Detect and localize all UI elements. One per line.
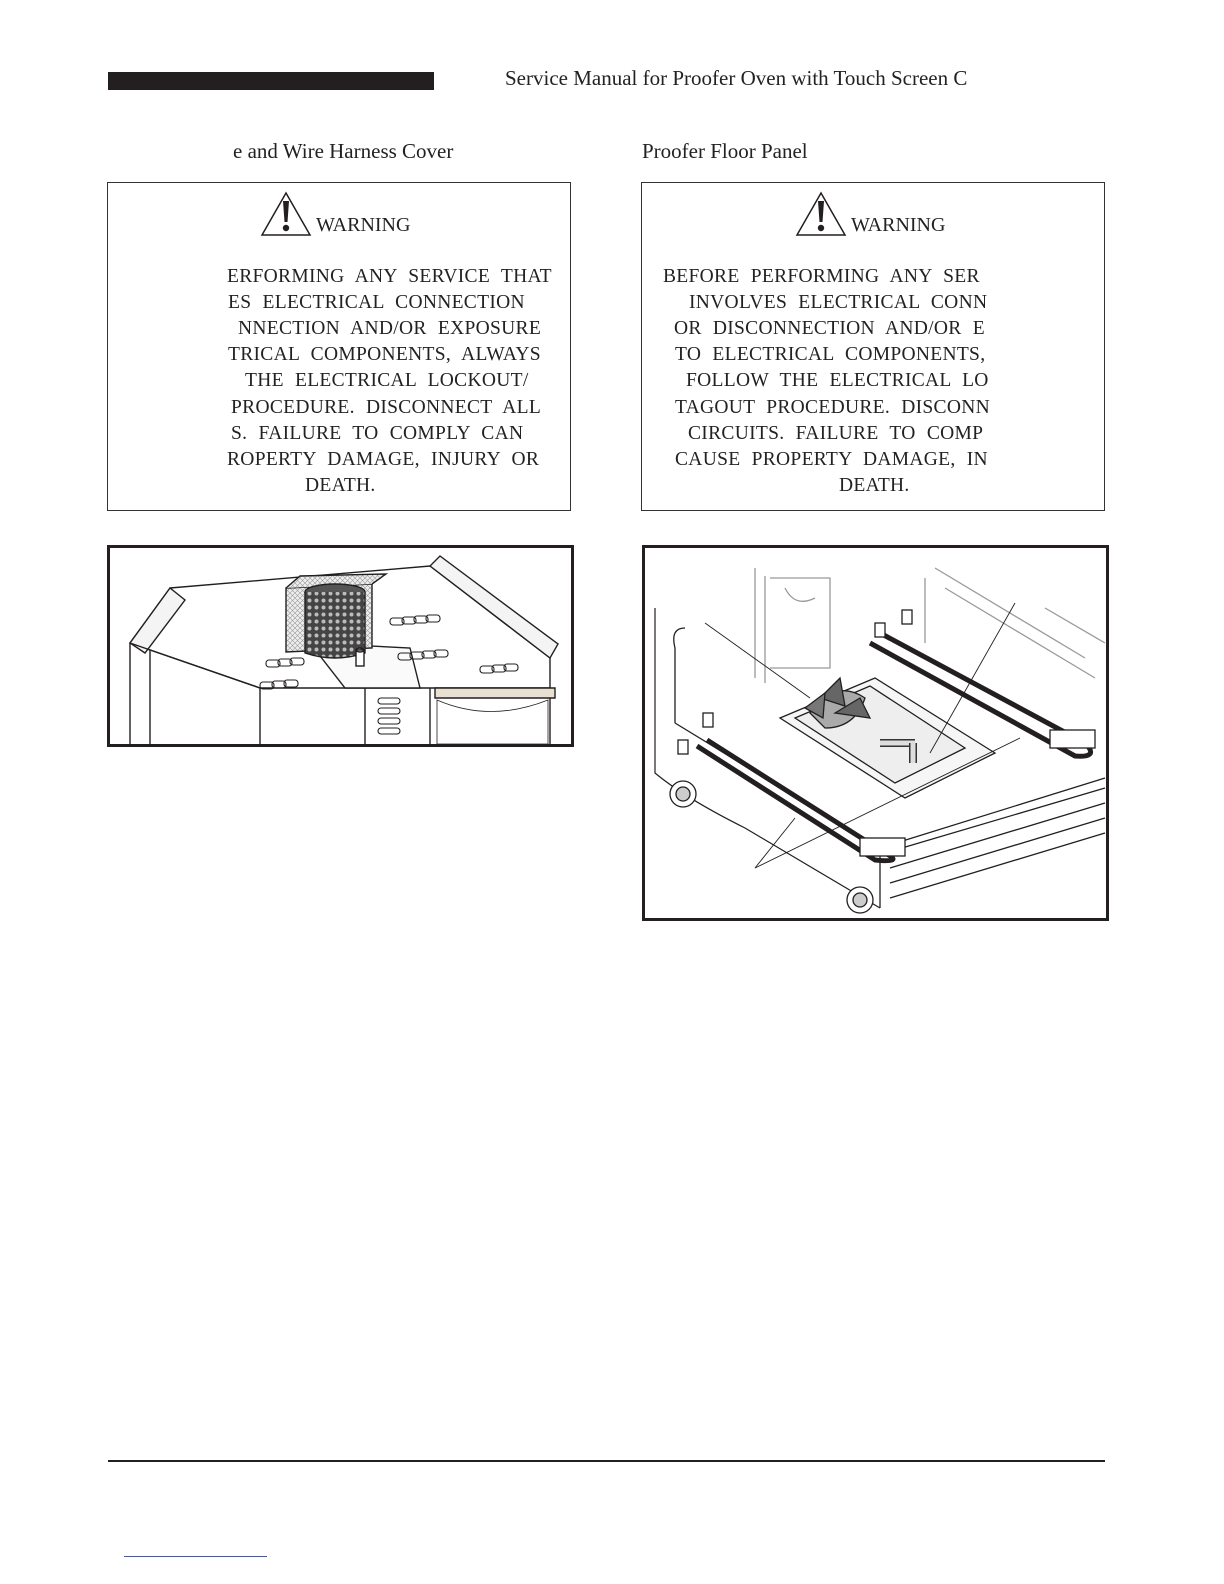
page-header-title: Service Manual for Proofer Oven with Touch Screen C (505, 66, 968, 90)
left-warning-line-5: THE ELECTRICAL LOCKOUT/ (245, 370, 529, 391)
right-warning-line-9: DEATH. (839, 475, 910, 496)
right-warning-line-7: CIRCUITS. FAILURE TO COMP (688, 423, 984, 444)
right-warning-line-2: INVOLVES ELECTRICAL CONN (689, 292, 988, 313)
footer-link-underline[interactable] (124, 1556, 267, 1557)
left-section-title: e and Wire Harness Cover (233, 139, 454, 163)
left-warning-line-3: NNECTION AND/OR EXPOSURE (238, 318, 542, 339)
right-warning-line-1: BEFORE PERFORMING ANY SER (663, 266, 980, 287)
left-warning-line-7: S. FAILURE TO COMPLY CAN (231, 423, 524, 444)
warning-icon (795, 191, 847, 237)
warning-icon (260, 191, 312, 237)
header-bar (108, 72, 434, 90)
right-warning-box (641, 182, 1105, 511)
proofer-top-wire-harness-illustration (110, 548, 571, 744)
left-figure (107, 545, 574, 747)
right-warning-line-6: TAGOUT PROCEDURE. DISCONN (675, 397, 990, 418)
right-warning-line-3: OR DISCONNECTION AND/OR E (674, 318, 985, 339)
left-warning-line-4: TRICAL COMPONENTS, ALWAYS (228, 344, 541, 365)
right-warning-label: WARNING (851, 214, 946, 236)
right-warning-line-4: TO ELECTRICAL COMPONENTS, (675, 344, 986, 365)
right-warning-line-5: FOLLOW THE ELECTRICAL LO (686, 370, 989, 391)
left-warning-box (107, 182, 571, 511)
left-warning-line-2: ES ELECTRICAL CONNECTION (228, 292, 525, 313)
right-warning-heading (795, 191, 945, 237)
right-figure (642, 545, 1109, 921)
left-warning-line-9: DEATH. (305, 475, 376, 496)
left-warning-label: WARNING (316, 214, 411, 236)
right-warning-line-8: CAUSE PROPERTY DAMAGE, IN (675, 449, 988, 470)
left-warning-line-6: PROCEDURE. DISCONNECT ALL (231, 397, 542, 418)
proofer-floor-panel-illustration (645, 548, 1106, 918)
left-warning-heading (260, 191, 410, 237)
right-section-title: Proofer Floor Panel (642, 139, 808, 163)
footer-rule (108, 1460, 1105, 1462)
left-warning-line-1: ERFORMING ANY SERVICE THAT (227, 266, 552, 287)
left-warning-line-8: ROPERTY DAMAGE, INJURY OR (227, 449, 540, 470)
